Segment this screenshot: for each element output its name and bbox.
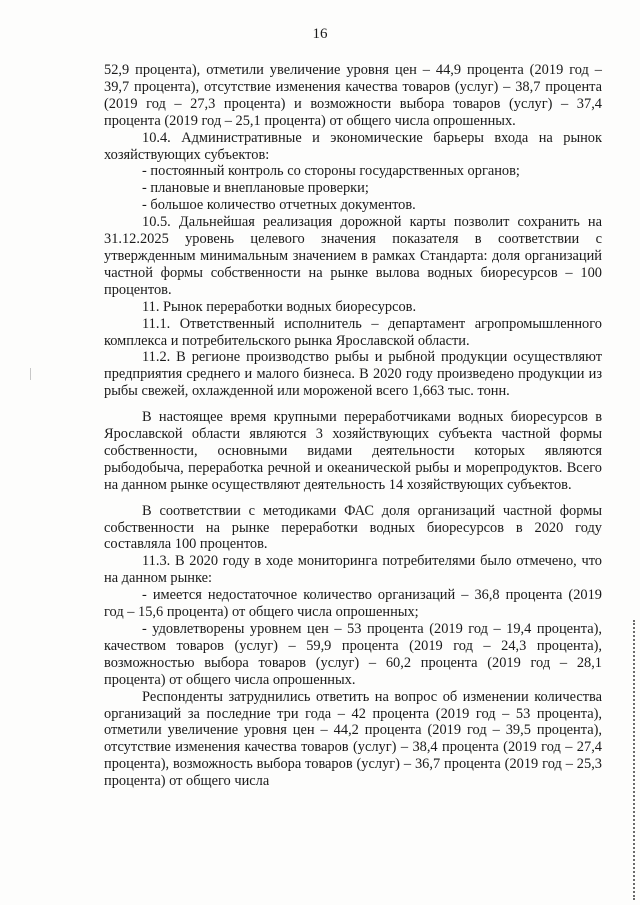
paragraph: В настоящее время крупными переработчиками водных биоресурсов в Ярославской области являются 3 хозяйствующих субъекта частной формы собственности, основными видами деятельности которых являются рыбодобыча, переработка речной и океанической рыбы и морепродуктов. Всего на данном рынке осуществляют деятельность 14 хозяйствующих субъектов.	[104, 409, 602, 493]
paragraph: 11.1. Ответственный исполнитель – департамент агропромышленного комплекса и потребительского рынка Ярославской области.	[104, 315, 602, 349]
section-heading: 11. Рынок переработки водных биоресурсов.	[142, 298, 417, 315]
paragraph: 11.3. В 2020 году в ходе мониторинга потребителями было отмечено, что на данном рынке:	[104, 553, 602, 587]
paragraph: 10.4. Административные и экономические барьеры входа на рынок хозяйствующих субъектов:	[104, 129, 602, 163]
list-item: - удовлетворены уровнем цен – 53 процента (2019 год – 19,4 процента), качеством товаров (услуг) – 59,9 процента (2019 год – 24,3 процента), возможностью выбора товаров (услуг) – 60,2 процента (2019 год – 28,1 процента) от общего числа опрошенных.	[104, 621, 602, 688]
paragraph: В соответствии с методиками ФАС доля организаций частной формы собственности на рынке переработки водных биоресурсов в 2020 году составляла 100 процентов.	[104, 502, 602, 553]
paragraph: 10.5. Дальнейшая реализация дорожной карты позволит сохранить на 31.12.2025 уровень целевого значения показателя в соответствии с утвержденным минимальным значением в рамках Стандарта: доля организаций частной формы собственности на рынке вылова водных биоресурсов – 100 процентов.	[104, 214, 602, 298]
paragraph: 11.2. В регионе производство рыбы и рыбной продукции осуществляют предприятия среднего и малого бизнеса. В 2020 году произведено продукции из рыбы свежей, охлажденной или мороженой всего 1,663 тыс. тонн.	[104, 349, 602, 400]
paragraph: Респонденты затруднились ответить на вопрос об изменении количества организаций за последние три года – 42 процента (2019 год – 53 процента), отметили увеличение уровня цен – 44,2 процента (2019 год – 39,5 процента), отсутствие изменения качества товаров (услуг) – 38,4 процента (2019 год – 27,4 процента), возможность выбора товаров (услуг) – 36,7 процента (2019 год – 25,3 процента) от общего числа	[104, 688, 602, 790]
scan-spot	[30, 368, 31, 380]
list-item: - постоянный контроль со стороны государственных органов;	[142, 163, 520, 180]
page-number: 16	[312, 26, 328, 42]
scan-edge-mark	[631, 620, 635, 900]
list-item: - большое количество отчетных документов.	[142, 197, 416, 214]
list-item: - имеется недостаточное количество организаций – 36,8 процента (2019 год – 15,6 процента) от общего числа опрошенных;	[104, 587, 602, 621]
list-item: - плановые и внеплановые проверки;	[142, 180, 369, 197]
document-body	[104, 62, 602, 790]
paragraph: 52,9 процента), отметили увеличение уровня цен – 44,9 процента (2019 год – 39,7 процента), отсутствие изменения качества товаров (услуг) – 38,7 процента (2019 год – 27,3 процента) и возможности выбора товаров (услуг) – 37,4 процента (2019 год – 25,1 процента) от общего числа опрошенных.	[104, 62, 602, 129]
